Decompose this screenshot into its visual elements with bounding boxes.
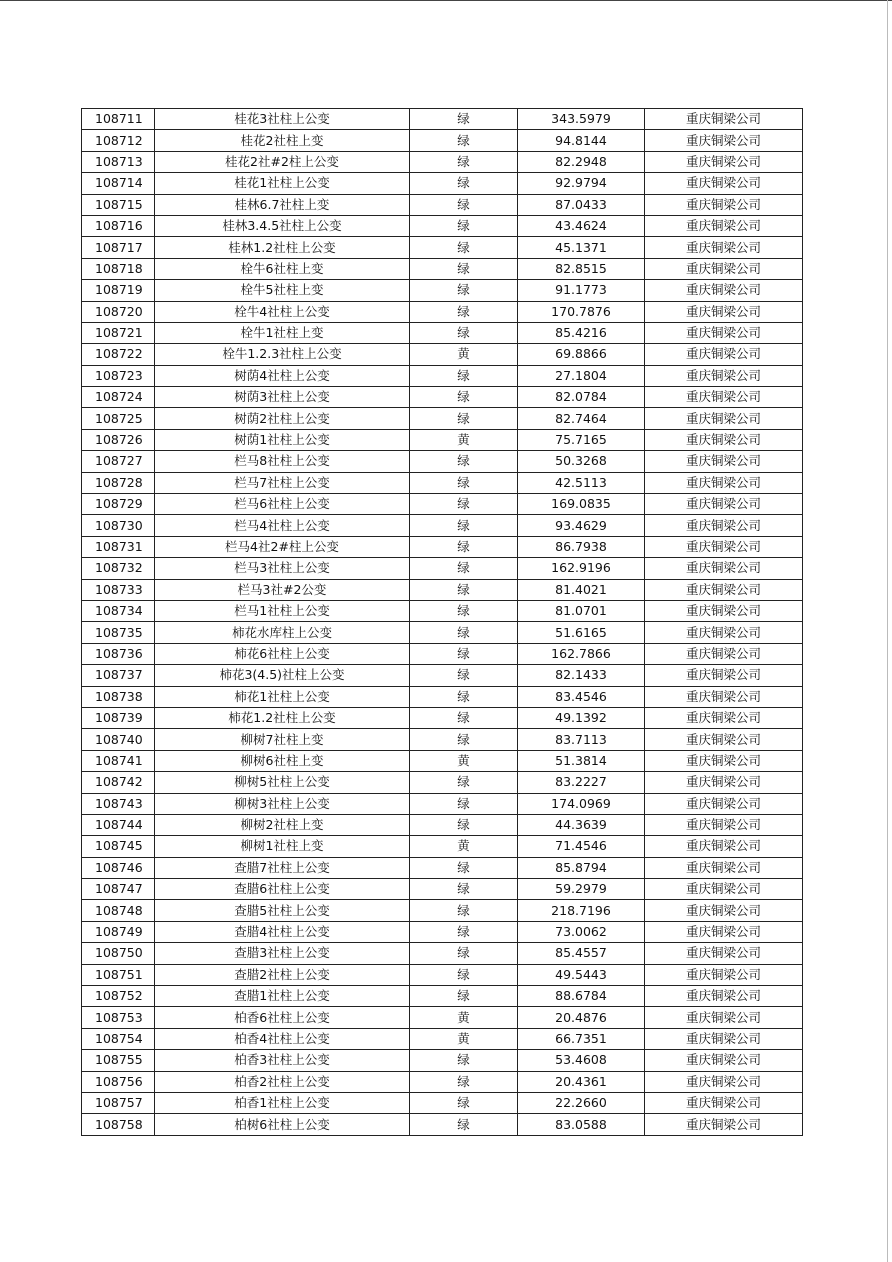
status-cell: 绿 <box>410 943 518 964</box>
status-cell: 绿 <box>410 986 518 1007</box>
status-cell: 绿 <box>410 879 518 900</box>
id-cell: 108746 <box>82 857 155 878</box>
company-cell: 重庆铜梁公司 <box>645 622 803 643</box>
status-cell: 绿 <box>410 900 518 921</box>
status-cell: 绿 <box>410 258 518 279</box>
value-cell: 218.7196 <box>518 900 645 921</box>
value-cell: 75.7165 <box>518 429 645 450</box>
company-cell: 重庆铜梁公司 <box>645 1007 803 1028</box>
id-cell: 108731 <box>82 536 155 557</box>
value-cell: 49.1392 <box>518 707 645 728</box>
table-row <box>82 921 803 942</box>
status-cell: 黄 <box>410 836 518 857</box>
table-row <box>82 1028 803 1049</box>
table-row <box>82 600 803 621</box>
value-cell: 86.7938 <box>518 536 645 557</box>
id-cell: 108722 <box>82 344 155 365</box>
status-cell: 绿 <box>410 301 518 322</box>
table-row <box>82 130 803 151</box>
status-cell: 绿 <box>410 1050 518 1071</box>
status-cell: 绿 <box>410 494 518 515</box>
value-cell: 162.7866 <box>518 643 645 664</box>
id-cell: 108745 <box>82 836 155 857</box>
name-cell: 柏香3社柱上公变 <box>155 1050 410 1071</box>
table-row <box>82 344 803 365</box>
company-cell: 重庆铜梁公司 <box>645 194 803 215</box>
id-cell: 108740 <box>82 729 155 750</box>
table-row <box>82 793 803 814</box>
company-cell: 重庆铜梁公司 <box>645 1092 803 1113</box>
company-cell: 重庆铜梁公司 <box>645 729 803 750</box>
name-cell: 桂林3.4.5社柱上公变 <box>155 215 410 236</box>
company-cell: 重庆铜梁公司 <box>645 707 803 728</box>
table-row <box>82 986 803 1007</box>
value-cell: 81.4021 <box>518 579 645 600</box>
status-cell: 绿 <box>410 665 518 686</box>
id-cell: 108743 <box>82 793 155 814</box>
name-cell: 树荫3社柱上公变 <box>155 387 410 408</box>
status-cell: 绿 <box>410 322 518 343</box>
company-cell: 重庆铜梁公司 <box>645 643 803 664</box>
company-cell: 重庆铜梁公司 <box>645 900 803 921</box>
table-row <box>82 280 803 301</box>
company-cell: 重庆铜梁公司 <box>645 814 803 835</box>
table-row <box>82 451 803 472</box>
status-cell: 绿 <box>410 857 518 878</box>
name-cell: 柳树1社柱上变 <box>155 836 410 857</box>
id-cell: 108733 <box>82 579 155 600</box>
status-cell: 绿 <box>410 707 518 728</box>
id-cell: 108738 <box>82 686 155 707</box>
company-cell: 重庆铜梁公司 <box>645 344 803 365</box>
value-cell: 51.6165 <box>518 622 645 643</box>
id-cell: 108744 <box>82 814 155 835</box>
name-cell: 栏马6社柱上公变 <box>155 494 410 515</box>
id-cell: 108729 <box>82 494 155 515</box>
status-cell: 绿 <box>410 472 518 493</box>
status-cell: 绿 <box>410 173 518 194</box>
value-cell: 71.4546 <box>518 836 645 857</box>
value-cell: 73.0062 <box>518 921 645 942</box>
table-row <box>82 943 803 964</box>
id-cell: 108734 <box>82 600 155 621</box>
table-row <box>82 579 803 600</box>
table-row <box>82 707 803 728</box>
table-row <box>82 622 803 643</box>
id-cell: 108725 <box>82 408 155 429</box>
name-cell: 桂花2社#2柱上公变 <box>155 151 410 172</box>
value-cell: 169.0835 <box>518 494 645 515</box>
name-cell: 栓牛4社柱上公变 <box>155 301 410 322</box>
table-row <box>82 109 803 130</box>
value-cell: 50.3268 <box>518 451 645 472</box>
name-cell: 栓牛1.2.3社柱上公变 <box>155 344 410 365</box>
status-cell: 绿 <box>410 686 518 707</box>
table-row <box>82 258 803 279</box>
company-cell: 重庆铜梁公司 <box>645 472 803 493</box>
value-cell: 27.1804 <box>518 365 645 386</box>
id-cell: 108747 <box>82 879 155 900</box>
company-cell: 重庆铜梁公司 <box>645 280 803 301</box>
table-row <box>82 814 803 835</box>
id-cell: 108721 <box>82 322 155 343</box>
id-cell: 108756 <box>82 1071 155 1092</box>
table-row <box>82 429 803 450</box>
company-cell: 重庆铜梁公司 <box>645 130 803 151</box>
company-cell: 重庆铜梁公司 <box>645 258 803 279</box>
id-cell: 108713 <box>82 151 155 172</box>
table-row <box>82 836 803 857</box>
table-row <box>82 558 803 579</box>
id-cell: 108726 <box>82 429 155 450</box>
table-row <box>82 1092 803 1113</box>
table-row <box>82 173 803 194</box>
id-cell: 108748 <box>82 900 155 921</box>
company-cell: 重庆铜梁公司 <box>645 750 803 771</box>
table-row <box>82 1050 803 1071</box>
value-cell: 88.6784 <box>518 986 645 1007</box>
status-cell: 黄 <box>410 1028 518 1049</box>
id-cell: 108754 <box>82 1028 155 1049</box>
value-cell: 20.4876 <box>518 1007 645 1028</box>
status-cell: 绿 <box>410 408 518 429</box>
id-cell: 108728 <box>82 472 155 493</box>
company-cell: 重庆铜梁公司 <box>645 1071 803 1092</box>
status-cell: 绿 <box>410 109 518 130</box>
table-row <box>82 387 803 408</box>
table-row <box>82 857 803 878</box>
transformer-table <box>81 108 803 1136</box>
id-cell: 108742 <box>82 772 155 793</box>
company-cell: 重庆铜梁公司 <box>645 943 803 964</box>
status-cell: 绿 <box>410 772 518 793</box>
name-cell: 查腊4社柱上公变 <box>155 921 410 942</box>
status-cell: 黄 <box>410 1007 518 1028</box>
status-cell: 黄 <box>410 429 518 450</box>
status-cell: 黄 <box>410 750 518 771</box>
table-row <box>82 1114 803 1135</box>
status-cell: 绿 <box>410 237 518 258</box>
status-cell: 绿 <box>410 793 518 814</box>
table-row <box>82 665 803 686</box>
name-cell: 桂花2社柱上变 <box>155 130 410 151</box>
value-cell: 170.7876 <box>518 301 645 322</box>
value-cell: 66.7351 <box>518 1028 645 1049</box>
status-cell: 绿 <box>410 579 518 600</box>
status-cell: 绿 <box>410 365 518 386</box>
name-cell: 查腊7社柱上公变 <box>155 857 410 878</box>
table-row <box>82 729 803 750</box>
name-cell: 栏马3社柱上公变 <box>155 558 410 579</box>
value-cell: 22.2660 <box>518 1092 645 1113</box>
status-cell: 绿 <box>410 643 518 664</box>
company-cell: 重庆铜梁公司 <box>645 1050 803 1071</box>
table-row <box>82 194 803 215</box>
name-cell: 栏马3社#2公变 <box>155 579 410 600</box>
status-cell: 绿 <box>410 215 518 236</box>
table-body <box>82 109 803 1136</box>
table-row <box>82 1007 803 1028</box>
value-cell: 82.7464 <box>518 408 645 429</box>
name-cell: 柏香4社柱上公变 <box>155 1028 410 1049</box>
company-cell: 重庆铜梁公司 <box>645 1028 803 1049</box>
status-cell: 绿 <box>410 729 518 750</box>
value-cell: 85.8794 <box>518 857 645 878</box>
status-cell: 绿 <box>410 194 518 215</box>
name-cell: 桂花3社柱上公变 <box>155 109 410 130</box>
table-row <box>82 215 803 236</box>
id-cell: 108757 <box>82 1092 155 1113</box>
company-cell: 重庆铜梁公司 <box>645 1114 803 1135</box>
company-cell: 重庆铜梁公司 <box>645 173 803 194</box>
company-cell: 重庆铜梁公司 <box>645 494 803 515</box>
table-row <box>82 900 803 921</box>
name-cell: 柿花1社柱上公变 <box>155 686 410 707</box>
table-row <box>82 472 803 493</box>
company-cell: 重庆铜梁公司 <box>645 857 803 878</box>
status-cell: 绿 <box>410 151 518 172</box>
name-cell: 柿花6社柱上公变 <box>155 643 410 664</box>
table-row <box>82 365 803 386</box>
value-cell: 174.0969 <box>518 793 645 814</box>
table-row <box>82 772 803 793</box>
name-cell: 栏马4社柱上公变 <box>155 515 410 536</box>
id-cell: 108712 <box>82 130 155 151</box>
id-cell: 108730 <box>82 515 155 536</box>
value-cell: 83.4546 <box>518 686 645 707</box>
name-cell: 柳树7社柱上变 <box>155 729 410 750</box>
company-cell: 重庆铜梁公司 <box>645 322 803 343</box>
name-cell: 柏树6社柱上公变 <box>155 1114 410 1135</box>
name-cell: 柏香6社柱上公变 <box>155 1007 410 1028</box>
name-cell: 查腊1社柱上公变 <box>155 986 410 1007</box>
status-cell: 绿 <box>410 1071 518 1092</box>
status-cell: 绿 <box>410 622 518 643</box>
value-cell: 162.9196 <box>518 558 645 579</box>
status-cell: 绿 <box>410 558 518 579</box>
id-cell: 108718 <box>82 258 155 279</box>
value-cell: 45.1371 <box>518 237 645 258</box>
id-cell: 108716 <box>82 215 155 236</box>
name-cell: 柿花1.2社柱上公变 <box>155 707 410 728</box>
name-cell: 查腊2社柱上公变 <box>155 964 410 985</box>
value-cell: 85.4216 <box>518 322 645 343</box>
name-cell: 查腊6社柱上公变 <box>155 879 410 900</box>
company-cell: 重庆铜梁公司 <box>645 579 803 600</box>
status-cell: 绿 <box>410 814 518 835</box>
table-row <box>82 494 803 515</box>
id-cell: 108751 <box>82 964 155 985</box>
company-cell: 重庆铜梁公司 <box>645 451 803 472</box>
company-cell: 重庆铜梁公司 <box>645 986 803 1007</box>
value-cell: 43.4624 <box>518 215 645 236</box>
id-cell: 108711 <box>82 109 155 130</box>
company-cell: 重庆铜梁公司 <box>645 109 803 130</box>
id-cell: 108719 <box>82 280 155 301</box>
id-cell: 108732 <box>82 558 155 579</box>
name-cell: 树荫2社柱上公变 <box>155 408 410 429</box>
name-cell: 栏马7社柱上公变 <box>155 472 410 493</box>
name-cell: 栓牛1社柱上变 <box>155 322 410 343</box>
table-row <box>82 237 803 258</box>
company-cell: 重庆铜梁公司 <box>645 964 803 985</box>
company-cell: 重庆铜梁公司 <box>645 879 803 900</box>
status-cell: 绿 <box>410 515 518 536</box>
name-cell: 柳树6社柱上变 <box>155 750 410 771</box>
name-cell: 栏马1社柱上公变 <box>155 600 410 621</box>
value-cell: 82.2948 <box>518 151 645 172</box>
table-row <box>82 1071 803 1092</box>
company-cell: 重庆铜梁公司 <box>645 408 803 429</box>
page-right-border <box>887 0 888 1262</box>
company-cell: 重庆铜梁公司 <box>645 665 803 686</box>
id-cell: 108755 <box>82 1050 155 1071</box>
value-cell: 20.4361 <box>518 1071 645 1092</box>
id-cell: 108750 <box>82 943 155 964</box>
name-cell: 柿花水库柱上公变 <box>155 622 410 643</box>
company-cell: 重庆铜梁公司 <box>645 237 803 258</box>
name-cell: 柏香1社柱上公变 <box>155 1092 410 1113</box>
page-top-border <box>0 0 892 1</box>
status-cell: 绿 <box>410 600 518 621</box>
name-cell: 树荫1社柱上公变 <box>155 429 410 450</box>
id-cell: 108717 <box>82 237 155 258</box>
value-cell: 93.4629 <box>518 515 645 536</box>
id-cell: 108723 <box>82 365 155 386</box>
id-cell: 108735 <box>82 622 155 643</box>
company-cell: 重庆铜梁公司 <box>645 515 803 536</box>
company-cell: 重庆铜梁公司 <box>645 686 803 707</box>
id-cell: 108714 <box>82 173 155 194</box>
value-cell: 42.5113 <box>518 472 645 493</box>
status-cell: 绿 <box>410 964 518 985</box>
value-cell: 91.1773 <box>518 280 645 301</box>
id-cell: 108749 <box>82 921 155 942</box>
table-row <box>82 515 803 536</box>
value-cell: 81.0701 <box>518 600 645 621</box>
company-cell: 重庆铜梁公司 <box>645 600 803 621</box>
name-cell: 桂花1社柱上公变 <box>155 173 410 194</box>
company-cell: 重庆铜梁公司 <box>645 301 803 322</box>
value-cell: 53.4608 <box>518 1050 645 1071</box>
id-cell: 108724 <box>82 387 155 408</box>
value-cell: 44.3639 <box>518 814 645 835</box>
status-cell: 绿 <box>410 451 518 472</box>
id-cell: 108758 <box>82 1114 155 1135</box>
value-cell: 82.8515 <box>518 258 645 279</box>
table-row <box>82 686 803 707</box>
name-cell: 柳树3社柱上公变 <box>155 793 410 814</box>
status-cell: 绿 <box>410 536 518 557</box>
status-cell: 绿 <box>410 1092 518 1113</box>
name-cell: 栏马4社2#柱上公变 <box>155 536 410 557</box>
table-row <box>82 301 803 322</box>
value-cell: 94.8144 <box>518 130 645 151</box>
value-cell: 92.9794 <box>518 173 645 194</box>
status-cell: 绿 <box>410 387 518 408</box>
table-row <box>82 536 803 557</box>
table-row <box>82 151 803 172</box>
value-cell: 83.2227 <box>518 772 645 793</box>
status-cell: 绿 <box>410 280 518 301</box>
status-cell: 绿 <box>410 1114 518 1135</box>
company-cell: 重庆铜梁公司 <box>645 558 803 579</box>
company-cell: 重庆铜梁公司 <box>645 793 803 814</box>
name-cell: 查腊3社柱上公变 <box>155 943 410 964</box>
table-row <box>82 408 803 429</box>
name-cell: 柳树2社柱上变 <box>155 814 410 835</box>
table-row <box>82 643 803 664</box>
status-cell: 绿 <box>410 921 518 942</box>
name-cell: 栏马8社柱上公变 <box>155 451 410 472</box>
id-cell: 108736 <box>82 643 155 664</box>
company-cell: 重庆铜梁公司 <box>645 536 803 557</box>
value-cell: 69.8866 <box>518 344 645 365</box>
table-row <box>82 879 803 900</box>
name-cell: 树荫4社柱上公变 <box>155 365 410 386</box>
value-cell: 83.0588 <box>518 1114 645 1135</box>
table-row <box>82 964 803 985</box>
table-row <box>82 322 803 343</box>
id-cell: 108720 <box>82 301 155 322</box>
name-cell: 桂林1.2社柱上公变 <box>155 237 410 258</box>
value-cell: 59.2979 <box>518 879 645 900</box>
name-cell: 柿花3(4.5)社柱上公变 <box>155 665 410 686</box>
name-cell: 柏香2社柱上公变 <box>155 1071 410 1092</box>
status-cell: 黄 <box>410 344 518 365</box>
company-cell: 重庆铜梁公司 <box>645 365 803 386</box>
id-cell: 108753 <box>82 1007 155 1028</box>
company-cell: 重庆铜梁公司 <box>645 921 803 942</box>
company-cell: 重庆铜梁公司 <box>645 151 803 172</box>
name-cell: 柳树5社柱上公变 <box>155 772 410 793</box>
value-cell: 49.5443 <box>518 964 645 985</box>
id-cell: 108739 <box>82 707 155 728</box>
company-cell: 重庆铜梁公司 <box>645 429 803 450</box>
value-cell: 343.5979 <box>518 109 645 130</box>
company-cell: 重庆铜梁公司 <box>645 387 803 408</box>
company-cell: 重庆铜梁公司 <box>645 772 803 793</box>
company-cell: 重庆铜梁公司 <box>645 836 803 857</box>
id-cell: 108737 <box>82 665 155 686</box>
value-cell: 83.7113 <box>518 729 645 750</box>
value-cell: 87.0433 <box>518 194 645 215</box>
value-cell: 85.4557 <box>518 943 645 964</box>
id-cell: 108727 <box>82 451 155 472</box>
name-cell: 栓牛5社柱上变 <box>155 280 410 301</box>
name-cell: 栓牛6社柱上变 <box>155 258 410 279</box>
id-cell: 108752 <box>82 986 155 1007</box>
name-cell: 查腊5社柱上公变 <box>155 900 410 921</box>
company-cell: 重庆铜梁公司 <box>645 215 803 236</box>
id-cell: 108741 <box>82 750 155 771</box>
value-cell: 82.0784 <box>518 387 645 408</box>
name-cell: 桂林6.7社柱上变 <box>155 194 410 215</box>
status-cell: 绿 <box>410 130 518 151</box>
id-cell: 108715 <box>82 194 155 215</box>
table-row <box>82 750 803 771</box>
value-cell: 82.1433 <box>518 665 645 686</box>
value-cell: 51.3814 <box>518 750 645 771</box>
